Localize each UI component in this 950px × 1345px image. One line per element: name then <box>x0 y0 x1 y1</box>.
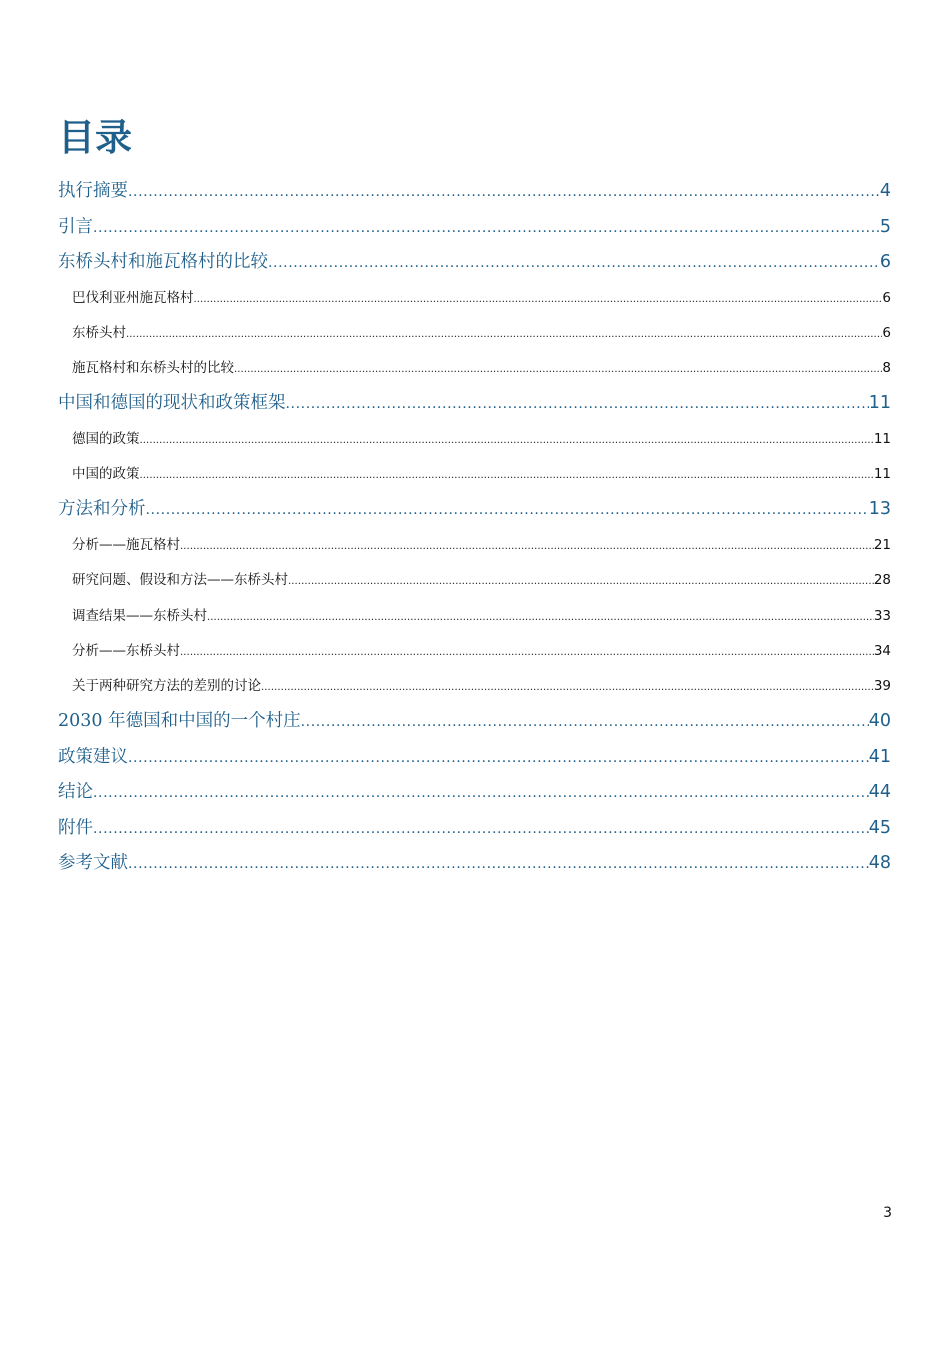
toc-entry-village-2030[interactable] <box>58 704 891 740</box>
toc-entry-title: 附件 <box>58 817 93 838</box>
toc-leader-dots <box>128 741 869 777</box>
toc-entry-executive-summary[interactable] <box>58 174 891 210</box>
toc-leader-dots <box>128 175 880 211</box>
toc-entry-title: 中国和德国的现状和政策框架 <box>58 393 286 414</box>
toc-entry-references[interactable] <box>58 846 891 882</box>
toc-leader-dots <box>234 352 882 387</box>
toc-entry-policy-framework[interactable] <box>58 386 891 422</box>
toc-entry-conclusion[interactable] <box>58 775 891 811</box>
toc-entry-page: 6 <box>879 252 891 272</box>
toc-leader-dots <box>301 705 869 741</box>
toc-leader-dots <box>140 423 874 458</box>
toc-leader-dots <box>194 282 883 317</box>
toc-leader-dots <box>207 600 874 635</box>
toc-entry-page: 40 <box>868 711 891 732</box>
toc-leader-dots <box>261 670 874 705</box>
toc-leader-dots <box>146 493 869 529</box>
toc-entry-title: 政策建议 <box>58 746 128 767</box>
toc-entry-title: 分析——东桥头村 <box>72 642 180 659</box>
toc-entry-page: 8 <box>882 360 891 377</box>
toc-entry-methods-analysis[interactable] <box>58 492 891 528</box>
toc-entry-page: 44 <box>868 782 891 803</box>
toc-entry-page: 39 <box>873 678 891 695</box>
toc-leader-dots <box>93 776 869 812</box>
toc-entry-title: 研究问题、假设和方法——东桥头村 <box>72 572 288 589</box>
toc-entry-title: 德国的政策 <box>72 430 140 447</box>
toc-leader-dots <box>93 812 869 848</box>
toc-entry-page: 41 <box>868 746 891 767</box>
toc-leader-dots <box>288 564 874 599</box>
toc-entry-page: 11 <box>873 430 891 447</box>
toc-entry-title: 中国的政策 <box>72 466 140 483</box>
toc-subentry-analysis-schwaig[interactable] <box>58 528 891 563</box>
toc-entry-title: 2030 年德国和中国的一个村庄 <box>58 711 301 732</box>
toc-entry-title: 结论 <box>58 782 93 803</box>
toc-entry-page: 45 <box>868 817 891 838</box>
toc-entry-title: 关于两种研究方法的差别的讨论 <box>72 678 261 695</box>
toc-entry-policy-recommendations[interactable] <box>58 740 891 776</box>
toc-entry-page: 6 <box>882 289 891 306</box>
toc-entry-title: 施瓦格村和东桥头村的比较 <box>72 360 234 377</box>
toc-leader-dots <box>128 847 869 883</box>
toc-leader-dots <box>140 458 874 493</box>
toc-leader-dots <box>93 211 880 247</box>
toc-entry-page: 5 <box>879 216 891 237</box>
toc-entry-title: 方法和分析 <box>58 499 146 520</box>
toc-entry-title: 东桥头村 <box>72 324 126 341</box>
toc-leader-dots <box>286 387 869 423</box>
toc-entry-title: 参考文献 <box>58 853 128 874</box>
toc-entry-title: 引言 <box>58 216 93 237</box>
toc-entry-page: 11 <box>873 466 891 483</box>
toc-entry-appendix[interactable] <box>58 811 891 847</box>
toc-leader-dots <box>180 635 874 670</box>
toc-leader-dots <box>180 529 874 564</box>
toc-entry-title: 分析——施瓦格村 <box>72 536 180 553</box>
toc-leader-dots <box>126 317 882 352</box>
table-of-contents <box>58 174 891 882</box>
toc-subentry-methods-discussion[interactable] <box>58 669 891 704</box>
page-number: 3 <box>883 1205 892 1221</box>
toc-entry-title: 巴伐利亚州施瓦格村 <box>72 289 194 306</box>
toc-entry-village-comparison[interactable] <box>58 245 891 281</box>
toc-entry-page: 6 <box>882 324 891 341</box>
toc-subentry-analysis-dongqiaotou[interactable] <box>58 634 891 669</box>
toc-subentry-german-policy[interactable] <box>58 422 891 457</box>
toc-subentry-research-questions[interactable] <box>58 563 891 598</box>
toc-entry-title: 执行摘要 <box>58 181 128 201</box>
toc-leader-dots <box>268 246 880 282</box>
toc-subentry-chinese-policy[interactable] <box>58 457 891 492</box>
toc-entry-page: 48 <box>868 853 891 874</box>
toc-entry-page: 4 <box>879 181 891 201</box>
toc-entry-title: 东桥头村和施瓦格村的比较 <box>58 252 268 272</box>
toc-subentry-dongqiaotou[interactable] <box>58 316 891 351</box>
toc-entry-page: 28 <box>873 572 891 589</box>
toc-entry-page: 34 <box>873 642 891 659</box>
toc-entry-page: 21 <box>873 536 891 553</box>
toc-subentry-schwaig-bavaria[interactable] <box>58 281 891 316</box>
toc-subentry-survey-results[interactable] <box>58 599 891 634</box>
toc-entry-page: 13 <box>868 499 891 520</box>
toc-entry-title: 调查结果——东桥头村 <box>72 607 207 624</box>
toc-entry-page: 11 <box>868 393 891 414</box>
toc-subentry-comparison[interactable] <box>58 351 891 386</box>
toc-entry-page: 33 <box>873 607 891 624</box>
toc-entry-introduction[interactable] <box>58 210 891 246</box>
page-title: 目录 <box>58 116 132 159</box>
